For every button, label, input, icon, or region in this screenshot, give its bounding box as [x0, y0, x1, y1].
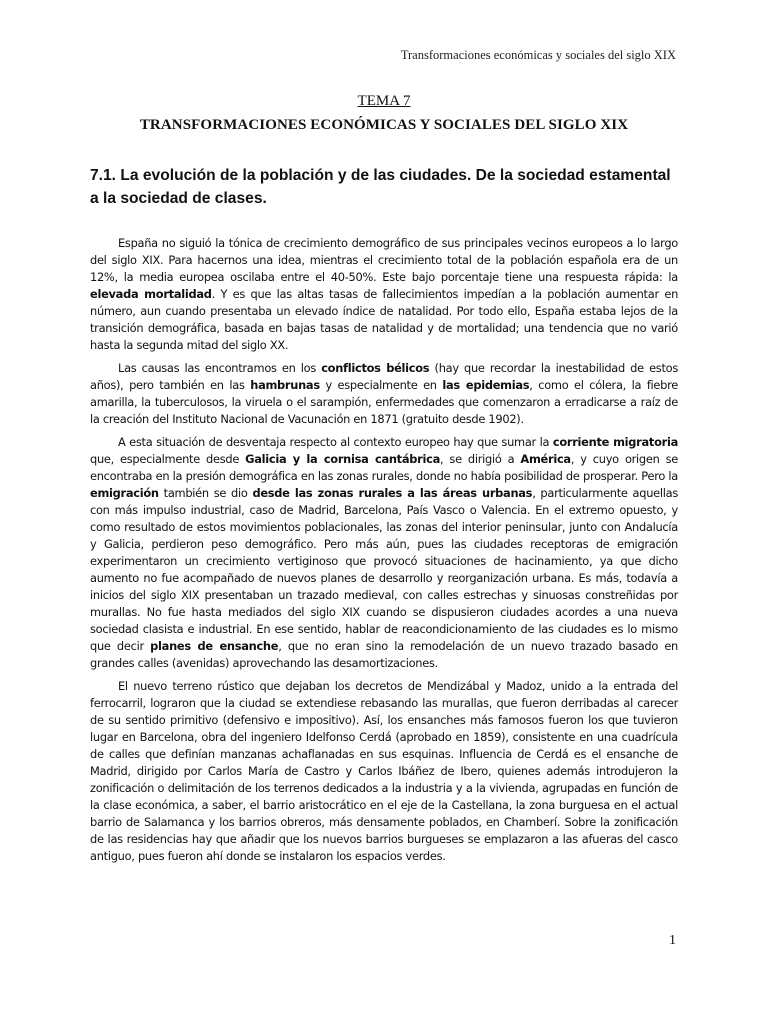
text-run: (hay que recordar la inestabilidad de estos años), pero también en las [90, 361, 678, 392]
bold-term: las epidemias [442, 378, 530, 392]
paragraph [90, 434, 678, 672]
paragraph [90, 678, 678, 865]
text-run: . Y es que las altas tasas de fallecimientos impedían a la población aumentar en número, aun cuando presentaba un elevado índice de natalidad. Por todo ello, España estaba lejos de la transición demográfica, basada en bajas tasas de natalidad y de mortalidad; una tendencia que no varió hasta la segunda mitad del siglo XX. [90, 287, 679, 352]
text-run: España no siguió la tónica de crecimiento demográfico de sus principales vecinos europeos a lo largo del siglo XIX. Para hacernos una idea, mientras el crecimiento total de la población española era de un 12%, la media europea oscilaba entre el 40-50%. Este bajo porcentaje tiene una respuesta rápida: la [90, 236, 678, 284]
text-run: , se dirigió a [439, 452, 521, 466]
text-run: Las causas las encontramos en los [118, 361, 322, 375]
text-run: que, especialmente desde [90, 452, 246, 466]
bold-term: desde las zonas rurales a las áreas urbanas [252, 486, 533, 500]
page-number: 1 [669, 933, 676, 948]
text-run: A esta situación de desventaja respecto al contexto europeo hay que sumar la [118, 435, 553, 449]
text-run: también se dio [158, 486, 253, 500]
body-text [90, 235, 678, 871]
bold-term: conflictos bélicos [321, 361, 430, 375]
tema-label: TEMA 7 [357, 93, 411, 109]
paragraph [90, 235, 678, 354]
tema-title: TRANSFORMACIONES ECONÓMICAS Y SOCIALES DEL SIGLO XIX [139, 117, 629, 133]
text-run: El nuevo terreno rústico que dejaban los decretos de Mendizábal y Madoz, unido a la entrada del ferrocarril, lograron que la ciudad se extendiese rebasando las murallas, que fueron derribadas al carecer de su sentido primitivo (defensivo e impositivo). Así, los ensanches más famosos fueron los que tuvieron lugar en Barcelona, obra del ingeniero Idelfonso Cerdá (aprobado en 1859), consistente en una cuadrícula de calles que definían manzanas achaflanadas en sus esquinas. Influencia de Cerdá es el ensanche de Madrid, dirigido por Carlos María de Castro y Carlos Ibáñez de Ibero, quienes además introdujeron la zonificación o delimitación de los terrenos dedicados a la industria y a la vivienda, agrupadas en función de la clase económica, a saber, el barrio aristocrático en el eje de la Castellana, la zona burguesa en el actual barrio de Salamanca y los barrios obreros, más densamente poblados, en Chamberí. Sobre la zonificación de las residencias hay que añadir que los nuevos barrios burgueses se emplazaron a las afueras del casco antiguo, pues fueron ahí donde se instalaron los espacios verdes. [90, 679, 678, 863]
text-run: , y cuyo origen se encontraba en la presión demográfica en las zonas rurales, donde no había posibilidad de prosperar. Pero la [90, 452, 679, 483]
bold-term: elevada mortalidad [90, 287, 212, 301]
paragraph [90, 360, 678, 428]
text-run: , como el cólera, la fiebre amarilla, la tuberculosos, la viruela o el sarampión, enfermedades que comenzaron a erradicarse a raíz de la creación del Instituto Nacional de Vacunación en 1871 (gratuito desde 1902). [90, 378, 678, 426]
bold-term: corriente migratoria [552, 435, 678, 449]
bold-term: América [520, 452, 571, 466]
text-run: , que no eran sino la remodelación de un nuevo trazado basado en grandes calles (avenidas) aprovechando las desamortizaciones. [90, 639, 678, 670]
bold-term: Galicia y la cornisa cantábrica [245, 452, 440, 466]
running-header: Transformaciones económicas y sociales del siglo XIX [400, 48, 676, 62]
text-run: y especialmente en [319, 378, 443, 392]
bold-term: planes de ensanche [150, 639, 279, 653]
bold-term: hambrunas [250, 378, 320, 392]
text-run: , particularmente aquellas con más impulso industrial, caso de Madrid, Barcelona, País Vasco o Valencia. En el extremo opuesto, y como resultado de estos movimientos poblacionales, las zonas del interior peninsular, junto con Andalucía y Galicia, perdieron peso demográfico. Pero más aún, pues las ciudades receptoras de emigración experimentaron un crecimiento vertiginoso que provocó situaciones de hacinamiento, ya que dicho aumento no fue acompañado de nuevos planes de desarrollo y reorganización urbana. Es más, todavía a inicios del siglo XIX presentaban un trazado medieval, con calles estrechas y sinuosas constreñidas por murallas. No fue hasta mediados del siglo XIX cuando se dispusieron ciudades acordes a una nueva sociedad clasista e industrial. En ese sentido, hablar de reacondicionamiento de las ciudades es lo mismo que decir [90, 486, 679, 653]
section-title: 7.1. La evolución de la población y de las ciudades. De la sociedad estamental a la sociedad de clases. [90, 167, 671, 207]
bold-term: emigración [90, 486, 159, 500]
